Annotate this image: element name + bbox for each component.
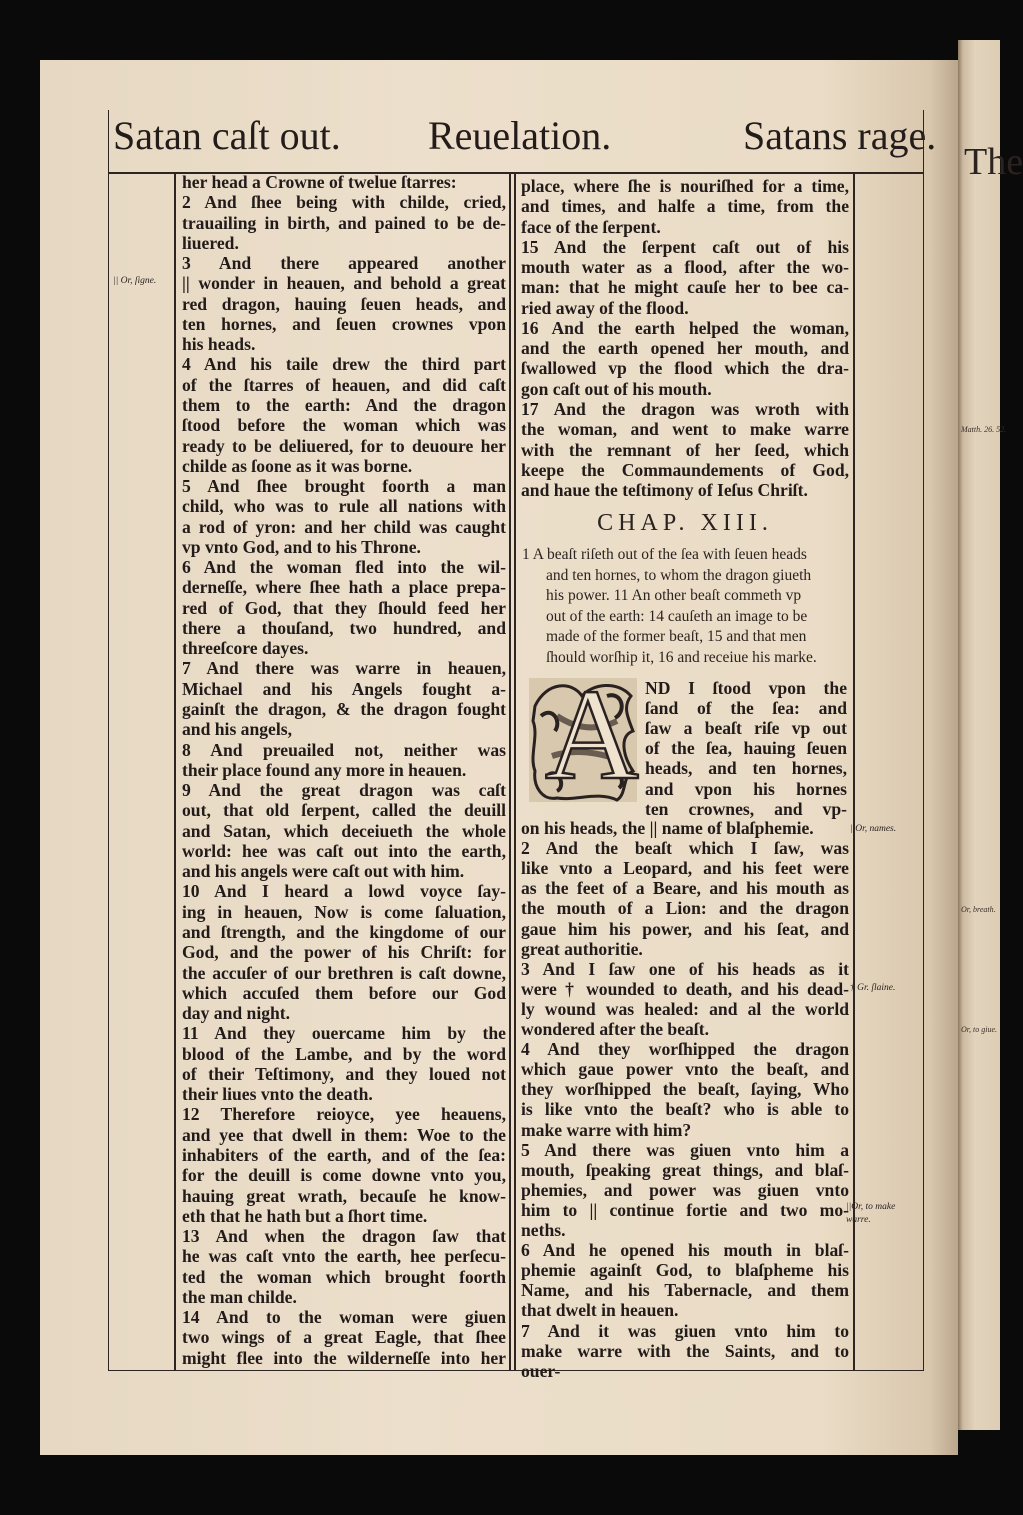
text-line: of the ſea, hauing ſeuen [645,738,847,759]
margin-note: ||Or, to make [846,1202,896,1212]
text-line: God, and the power of his Chriſt: for [182,942,506,963]
verse-line: 9 And the great dragon was caſt [182,780,506,801]
column-divider [514,174,516,1370]
text-line: a rod of yron: and her child was caught [182,516,506,537]
text-line: ten hornes, and ſeuen crownes vpon [182,313,506,334]
verse-line: 2 And ſhee being with childe, cried, [182,192,506,213]
verse-line: 4 And they worſhipped the dragon [521,1039,849,1060]
text-line: that dwelt in heauen. [521,1300,679,1321]
margin-note: † Gr. ſlaine. [850,983,896,993]
text-line: threeſcore dayes. [182,638,309,659]
text-line: red dragon, hauing ſeuen heads, and [182,293,506,314]
text-line: their place found any more in heauen. [182,759,467,780]
text-line: ſwallowed vp the flood which the dra- [521,358,849,379]
chapter-summary-line: ſhould worſhip it, 16 and receiue his marke. [546,648,817,666]
text-line: out, that old ſerpent, called the deuill [182,800,506,821]
text-line: and the earth opened her mouth, and [521,338,849,359]
margin-note: ||Or, names. [850,824,897,834]
margin-note: warre. [846,1215,871,1225]
verse-line: 7 And it was giuen vnto him to [521,1320,849,1341]
text-line: liuered. [182,232,239,253]
text-line: and times, and halfe a time, from the [521,196,849,217]
verse-line: 16 And the earth helped the woman, [521,317,849,338]
facing-page-margin-note: Or, breath. [961,905,996,914]
text-line: ouer- [521,1360,561,1381]
text-line: vp vnto God, and to his Throne. [182,536,421,557]
text-line: keepe the Commaundements of God, [521,459,849,480]
text-line: ſand of the ſea: and [645,698,847,719]
text-line: neths. [521,1220,566,1240]
text-line: heads, and ten hornes, [645,758,847,779]
verse-line: 10 And I heard a lowd voyce ſay- [182,881,506,902]
text-line: the accuſer of our brethren is caſt downe, [182,962,506,983]
text-line: as the feet of a Beare, and his mouth as [521,878,849,899]
text-line: great authoritie. [521,938,643,959]
text-line: make warre with him? [521,1119,692,1140]
chapter-summary-line: made of the former beaſt, 15 and that men [546,628,807,645]
verse-line: 13 And when the dragon ſaw that [182,1226,506,1247]
text-line: with the remnant of her ſeed, which [521,439,849,460]
text-line: make warre with the Saints, and to [521,1340,849,1361]
text-line: mouth, ſpeaking great things, and blaſ- [521,1159,849,1180]
text-line: ing in heauen, Now is come ſaluation, [182,901,506,922]
text-line: ted the woman which brought foorth [182,1266,506,1287]
text-line: derneſſe, where ſhee hath a place prepa- [182,577,506,598]
text-line: his heads. [182,334,256,355]
text-line: face of the ſerpent. [521,216,661,237]
facing-page-running-head: The [964,141,1023,183]
decorated-initial-letter: A [545,663,639,807]
facing-page-margin-note: Matth. 26. 52. [961,425,1007,434]
text-line: ly wound was healed: and al the world [521,998,849,1019]
verse-line: 6 And the woman fled into the wil- [182,557,506,578]
text-line: mouth water as a flood, after the wo- [521,257,849,278]
verse-line: 5 And ſhee brought foorth a man [182,476,506,497]
chapter-summary-line: his power. 11 An other beaſt commeth vp [546,587,802,604]
text-line: ready to be deliuered, for to deuoure her [182,435,506,456]
text-line: and ſtrength, and the kingdome of our [182,921,506,942]
verse-line: 8 And preuailed not, neither was [182,739,506,760]
running-head-right: Satans rage. [743,113,937,158]
text-line: the mouth of a Lion: and the dragon [521,898,849,919]
text-line: her head a Crowne of twelue ſtarres: [182,172,457,192]
verse-line: 7 And there was warre in heauen, [182,658,506,679]
text-line: which accuſed them before our God [182,982,506,1003]
verse-line: 15 And the ſerpent caſt out of his [521,236,849,257]
text-line: two wings of a great Eagle, that ſhee [182,1327,506,1348]
text-line: day and night. [182,1003,291,1024]
text-line: and yee that dwell in them: Woe to the [182,1124,506,1145]
text-line: phemies, and power was giuen vnto [521,1179,849,1200]
running-head-left: Satan caſt out. [113,113,341,158]
column-divider [509,174,511,1370]
verse-line: 3 And there appeared another [182,253,506,274]
text-line: eth that he hath but a ſhort time. [182,1205,428,1226]
text-line: him to || continue fortie and two mo- [521,1199,849,1220]
text-line: ten crownes, and vp- [645,798,847,819]
verse-line: 2 And the beaſt which I ſaw, was [521,838,849,859]
verse-line: 3 And I ſaw one of his heads as it [521,958,849,979]
text-line: ND I ſtood vpon the [645,678,847,698]
text-line: he was caſt vnto the earth, hee perſecu- [182,1246,506,1267]
text-line: wondered after the beaſt. [521,1019,709,1039]
text-line: of the ſtarres of heauen, and did caſt [182,374,506,395]
verse-line: 12 Therefore reioyce, yee heauens, [182,1104,506,1125]
running-head-center: Reuelation. [428,113,612,158]
text-line: || wonder in heauen, and behold a great [182,273,506,294]
facing-page-margin-note: Or, to giue. [961,1025,997,1034]
decorated-initial [527,663,639,807]
chapter-summary-line: 1 A beaſt riſeth out of the ſea with ſeuen heads [522,546,807,563]
text-line: gainſt the dragon, & the dragon fought [182,699,506,720]
chapter-summary-line: and ten hornes, to whom the dragon giueth [546,566,812,584]
text-line: is like vnto the beaſt? who is able to [521,1099,849,1120]
text-line: phemie againſt God, to blaſpheme his [521,1260,849,1281]
text-line: there a thouſand, two hundred, and [182,617,506,638]
text-line: blood of the Lambe, and by the word [182,1043,506,1064]
verse-line: 4 And his taile drew the third part [182,354,506,375]
text-line: and haue the teſtimony of Ieſus Chriſt. [521,480,808,501]
text-line: them to the earth: And the dragon [182,394,506,415]
verse-line: 6 And he opened his mouth in blaſ- [521,1240,849,1261]
margin-divider-left [174,174,176,1370]
text-line: ſaw a beaſt riſe vp out [645,718,847,739]
text-line: inhabiters of the earth, and of the ſea: [182,1144,506,1165]
text-line: their liues vnto the death. [182,1084,373,1105]
text-line: red of God, that they ſhould feed her [182,597,506,618]
text-line: trauailing in birth, and pained to be de- [182,212,506,233]
text-line: might flee into the wilderneſſe into her [182,1347,506,1368]
text-line: place, where ſhe is nouriſhed for a time, [521,176,849,196]
text-line: the woman, and went to make warre [521,419,849,440]
text-line: Michael and his Angels fought a- [182,678,506,699]
text-line: world: hee was caſt out into the earth, [182,840,506,861]
text-line: ſtood before the woman which was [182,415,506,436]
text-line: of their Teſtimony, and they loued not [182,1063,506,1084]
text-line: ried away of the flood. [521,297,689,318]
verse-line: 5 And there was giuen vnto him a [521,1139,849,1160]
verse-line: 11 And they ouercame him by the [182,1023,506,1044]
text-line: and Satan, which deceiueth the whole [182,820,506,841]
text-line: man: that he might cauſe her to bee ca- [521,277,849,298]
chapter-heading: CHAP. XIII. [597,510,773,536]
text-line: hauing great wrath, becauſe he know- [182,1185,506,1206]
text-line: gaue him his power, and his ſeat, and [521,918,849,939]
text-line: were † wounded to death, and his dead- [521,978,849,999]
text-line: gon caſt out of his mouth. [521,378,712,399]
text-line: on his heads, the || name of blaſphemie. [521,818,814,838]
text-line: like vnto a Leopard, and his feet were [521,858,849,879]
text-line: and his angels, [182,719,293,740]
text-line: and vpon his hornes [645,778,847,799]
text-line: and his angels were caſt out with him. [182,861,465,882]
facing-page-edge [958,40,1023,1430]
text-line: child, who was to rule all nations with [182,496,506,517]
text-line: childe as ſoone as it was borne. [182,455,413,476]
verse-line: 14 And to the woman were giuen [182,1307,506,1328]
text-line: for the deuill is come downe vnto you, [182,1165,506,1186]
text-line: which gaue power vnto the beaſt, and [521,1059,849,1080]
margin-note: || Or, ſigne. [113,276,157,286]
margin-divider-right [853,174,855,1370]
text-line: they worſhipped the beaſt, ſaying, Who [521,1079,849,1100]
text-line: Name, and his Tabernacle, and them [521,1280,849,1301]
chapter-summary-line: out of the earth: 14 cauſeth an image to be [546,607,808,625]
verse-line: 17 And the dragon was wroth with [521,398,849,419]
text-line: the man childe. [182,1286,297,1307]
